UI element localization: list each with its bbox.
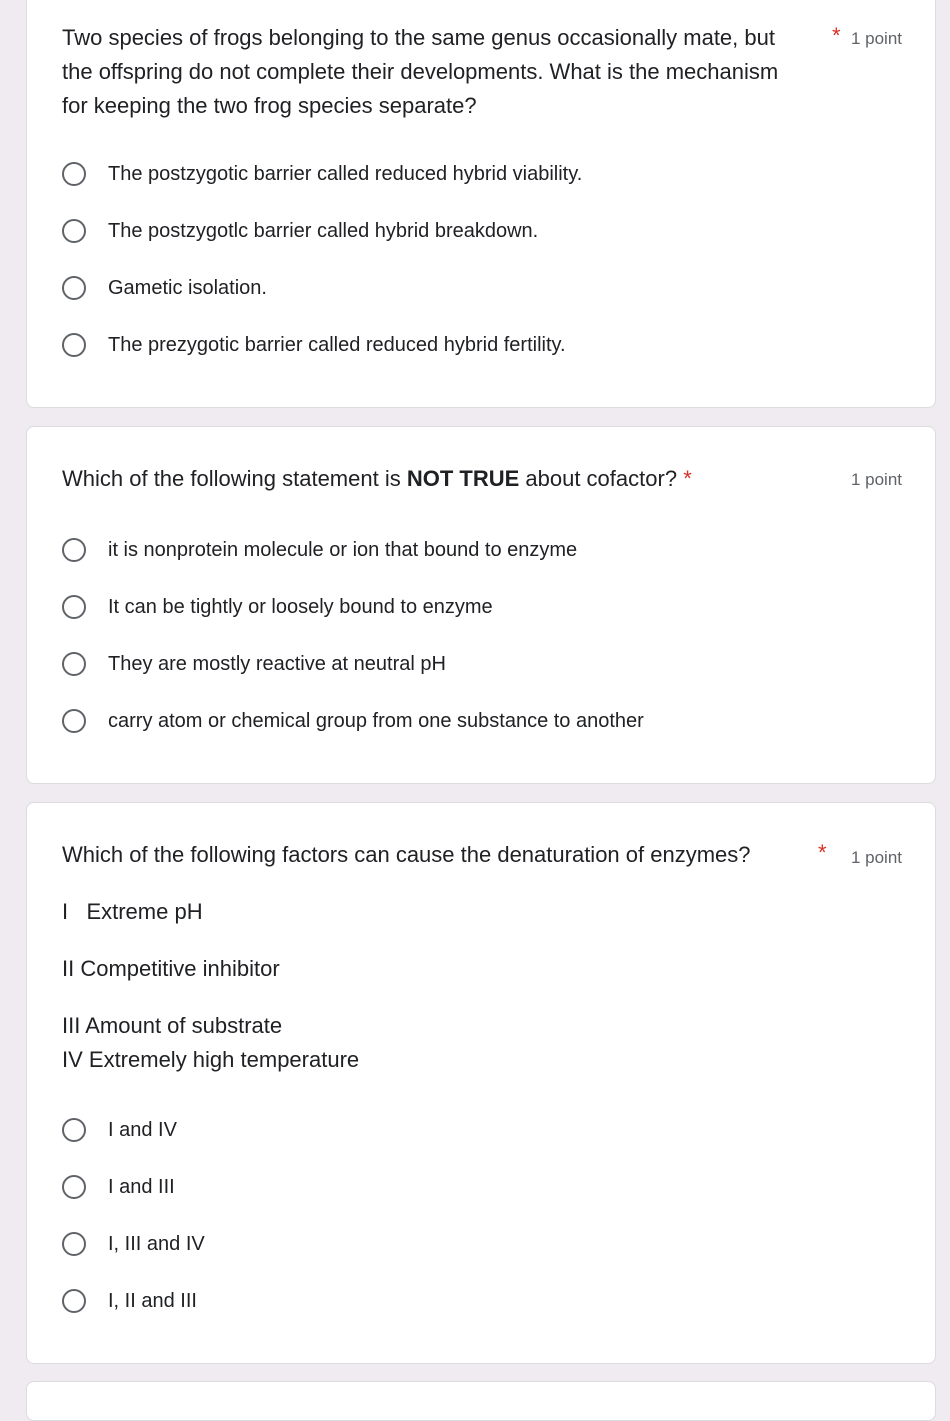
radio-button[interactable] [62, 652, 86, 676]
option-label: I, III and IV [108, 1232, 205, 1255]
option-2[interactable] [62, 592, 493, 622]
points-label: 1 point [850, 470, 902, 489]
option-4[interactable] [62, 330, 566, 360]
option-2[interactable] [62, 1172, 175, 1202]
option-label: It can be tightly or loosely bound to enzyme [108, 595, 493, 618]
option-label: The postzygotlc barrier called hybrid breakdown. [108, 219, 539, 242]
option-1[interactable] [62, 159, 582, 189]
statement-item: III Amount of substrate [62, 1013, 283, 1038]
option-2[interactable] [62, 216, 538, 246]
radio-button[interactable] [62, 219, 86, 243]
required-asterisk: * [683, 466, 692, 491]
radio-button[interactable] [62, 1232, 86, 1256]
question-title: Which of the following factors can cause the denaturation of enzymes? [62, 842, 751, 867]
statement-item: II Competitive inhibitor [62, 956, 280, 981]
option-4[interactable] [62, 706, 644, 736]
required-asterisk: * [832, 23, 841, 48]
question-title-emphasis: NOT TRUE [406, 466, 520, 491]
points-label: 1 point [850, 848, 902, 867]
required-asterisk: * [818, 840, 827, 865]
statement-item: IV Extremely high temperature [62, 1047, 360, 1072]
points-label: 1 point [850, 29, 902, 48]
question-title-text: Which of the following statement is [62, 466, 407, 491]
question-title-line: Two species of frogs belonging to the same genus occasionally mate, but [62, 25, 775, 50]
option-3[interactable] [62, 273, 267, 303]
option-label: I and III [108, 1175, 175, 1198]
radio-button[interactable] [62, 1289, 86, 1313]
question-card-2 [26, 426, 936, 784]
radio-button[interactable] [62, 1118, 86, 1142]
option-3[interactable] [62, 649, 446, 679]
statement-item: I Extreme pH [62, 899, 203, 924]
option-label: The postzygotic barrier called reduced hybrid viability. [108, 162, 583, 185]
option-label: I, II and III [108, 1289, 197, 1312]
option-label: Gametic isolation. [108, 276, 267, 299]
radio-button[interactable] [62, 276, 86, 300]
radio-button[interactable] [62, 162, 86, 186]
radio-button[interactable] [62, 538, 86, 562]
option-1[interactable] [62, 535, 577, 565]
question-title [62, 462, 692, 496]
option-label: The prezygotic barrier called reduced hybrid fertility. [108, 333, 566, 356]
radio-button[interactable] [62, 1175, 86, 1199]
radio-button[interactable] [62, 709, 86, 733]
option-label: it is nonprotein molecule or ion that bound to enzyme [108, 538, 578, 561]
question-title [62, 21, 778, 123]
radio-button[interactable] [62, 333, 86, 357]
option-label: I and IV [108, 1118, 177, 1141]
option-4[interactable] [62, 1286, 197, 1316]
question-card-4 [26, 1381, 936, 1421]
question-title-line: for keeping the two frog species separate? [62, 93, 477, 118]
option-1[interactable] [62, 1115, 177, 1145]
question-card-3 [26, 802, 936, 1364]
question-title-line: the offspring do not complete their developments. What is the mechanism [62, 59, 779, 84]
option-label: They are mostly reactive at neutral pH [108, 652, 446, 675]
radio-button[interactable] [62, 595, 86, 619]
option-label: carry atom or chemical group from one substance to another [108, 709, 644, 732]
question-title-text: about cofactor? [519, 466, 678, 491]
option-3[interactable] [62, 1229, 205, 1259]
question-card-1 [26, 0, 936, 408]
